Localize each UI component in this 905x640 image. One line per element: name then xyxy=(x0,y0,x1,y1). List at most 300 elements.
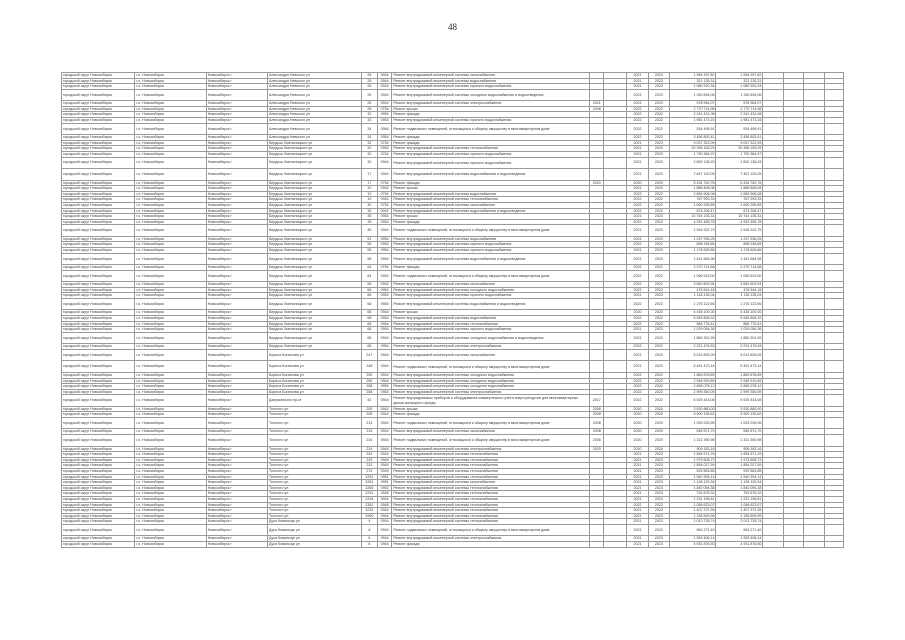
cell-code: 0954 xyxy=(378,236,392,242)
cell-settlement-type: г.о. Новосибирск xyxy=(135,463,206,469)
cell-cost: 2 013 735,74 xyxy=(669,519,716,525)
cell-settlement: Новосибирск г xyxy=(206,332,267,344)
cell-settlement: Новосибирск г xyxy=(206,135,267,141)
cell-year-to: 2023 xyxy=(649,214,669,220)
cell-house-number: 35 xyxy=(361,219,377,225)
cell-work-type: Ремонт внутридомовой инженерной системы газоснабжения xyxy=(392,480,590,486)
cell-year-to: 2023 xyxy=(649,73,669,79)
cell-code: 0944 xyxy=(378,435,392,447)
cell-work-type: Ремонт внутридомовой инженерной системы электроснабжения xyxy=(392,389,590,395)
page-number: 48 xyxy=(448,22,457,32)
cell-year-to: 2023 xyxy=(649,452,669,458)
cell-cost-total: 2 659 906,08 xyxy=(716,191,763,197)
cell-municipality: городской округ Новосибирск xyxy=(62,186,135,192)
cell-municipality: городской округ Новосибирск xyxy=(62,468,135,474)
cell-year-b xyxy=(604,157,626,169)
cell-municipality: городской округ Новосибирск xyxy=(62,541,135,547)
cell-settlement: Новосибирск г xyxy=(206,106,267,112)
cell-cost-total: 1 178 628,86 xyxy=(716,247,763,253)
cell-code: 0954 xyxy=(378,253,392,265)
table-row xyxy=(62,298,844,310)
cell-year-to: 2020 xyxy=(649,180,669,186)
cell-house-number: 2351 xyxy=(361,502,377,508)
cell-code: 0949 xyxy=(378,457,392,463)
cell-code: 0944 xyxy=(378,378,392,384)
cell-settlement-type: г.о. Новосибирск xyxy=(135,169,206,181)
cell-empty xyxy=(763,270,783,282)
cell-work-type: Ремонт фасада xyxy=(392,112,590,118)
cell-year-to: 2023 xyxy=(649,84,669,90)
cell-code: 0954 xyxy=(378,321,392,327)
cell-year-b xyxy=(604,524,626,536)
cell-municipality: городской округ Новосибирск xyxy=(62,485,135,491)
cell-settlement: Новосибирск г xyxy=(206,446,267,452)
cell-year-to: 2022 xyxy=(649,265,669,271)
cell-empty xyxy=(783,332,803,344)
cell-street: Александра Невского ул xyxy=(267,78,361,84)
cell-house-number: 68 xyxy=(361,332,377,344)
cell-house-number: 68 xyxy=(361,344,377,350)
cell-year-a: 2008 xyxy=(590,406,604,412)
cell-settlement-type: г.о. Новосибирск xyxy=(135,84,206,90)
cell-year-to: 2022 xyxy=(649,321,669,327)
cell-settlement: Новосибирск г xyxy=(206,321,267,327)
cell-year-from: 2022 xyxy=(626,106,648,112)
cell-empty xyxy=(763,169,783,181)
cell-street: Александра Невского ул xyxy=(267,73,361,79)
cell-house-number: 42 xyxy=(361,395,377,407)
cell-settlement: Новосибирск г xyxy=(206,485,267,491)
cell-year-from: 2020 xyxy=(626,412,648,418)
cell-settlement: Новосибирск г xyxy=(206,270,267,282)
cell-empty xyxy=(824,361,843,373)
cell-empty xyxy=(804,524,824,536)
cell-street: Бердыш Хмельницкого ул xyxy=(267,253,361,265)
cell-settlement: Новосибирск г xyxy=(206,491,267,497)
cell-year-to: 2022 xyxy=(649,219,669,225)
cell-empty xyxy=(804,349,824,361)
cell-code: 0944 xyxy=(378,508,392,514)
table-row xyxy=(62,349,844,361)
cell-year-b xyxy=(604,417,626,429)
cell-settlement: Новосибирск г xyxy=(206,502,267,508)
cell-cost-total: 2 013 735,74 xyxy=(716,519,763,525)
cell-street: Толстого ул xyxy=(267,452,361,458)
cell-year-to: 2022 xyxy=(649,378,669,384)
cell-cost-total: 1 128 125,34 xyxy=(716,480,763,486)
cell-cost: 1 981 473,15 xyxy=(669,118,716,124)
cell-code: 0942 xyxy=(378,197,392,203)
cell-municipality: городской округ Новосибирск xyxy=(62,435,135,447)
cell-year-to: 2022 xyxy=(649,106,669,112)
cell-code: 0944 xyxy=(378,84,392,90)
cell-code: 0944 xyxy=(378,78,392,84)
cell-house-number: 58 xyxy=(361,253,377,265)
cell-house-number: 216 xyxy=(361,435,377,447)
cell-year-from: 2022 xyxy=(626,378,648,384)
cell-cost-total: 4 931 876,50 xyxy=(716,541,763,547)
cell-settlement-type: г.о. Новосибирск xyxy=(135,508,206,514)
cell-settlement: Новосибирск г xyxy=(206,468,267,474)
cell-code: 0944 xyxy=(378,101,392,107)
cell-house-number: 213 xyxy=(361,417,377,429)
cell-settlement: Новосибирск г xyxy=(206,435,267,447)
cell-street: Александра Невского ул xyxy=(267,84,361,90)
cell-settlement-type: г.о. Новосибирск xyxy=(135,536,206,542)
cell-year-from: 2021 xyxy=(626,236,648,242)
cell-year-from: 2022 xyxy=(626,135,648,141)
table-row xyxy=(62,123,844,135)
cell-code: 0944 xyxy=(378,524,392,536)
cell-cost: 1 654 571,29 xyxy=(669,452,716,458)
cell-work-type: Ремонт внутридомовой инженерной системы горячего водоснабжения xyxy=(392,293,590,299)
cell-settlement-type: г.о. Новосибирск xyxy=(135,265,206,271)
cell-empty xyxy=(763,435,783,447)
cell-year-a: 2008 xyxy=(590,106,604,112)
cell-empty xyxy=(824,417,843,429)
cell-cost: 5 436 100,00 xyxy=(669,310,716,316)
table-row xyxy=(62,270,844,282)
cell-code: 0754 xyxy=(378,151,392,157)
cell-cost: 4 932 456,78 xyxy=(669,219,716,225)
cell-settlement-type: г.о. Новосибирск xyxy=(135,191,206,197)
cell-settlement-type: г.о. Новосибирск xyxy=(135,412,206,418)
cell-code: 0954 xyxy=(378,293,392,299)
cell-cost-total: 978 964,07 xyxy=(716,101,763,107)
cell-cost-total: 20 396 155,29 xyxy=(716,146,763,152)
cell-year-from: 2020 xyxy=(626,429,648,435)
cell-work-type: Ремонт подвальных помещений, относящихся к общему имуществу в многоквартирном доме xyxy=(392,225,590,237)
cell-street: Бориса Богаткова ул xyxy=(267,349,361,361)
cell-work-type: Ремонт внутридомовой инженерной системы теплоснабжения xyxy=(392,491,590,497)
cell-settlement-type: г.о. Новосибирск xyxy=(135,118,206,124)
cell-year-from: 2021 xyxy=(626,332,648,344)
cell-work-type: Ремонт подвальных помещений, относящихся к общему имуществу в многоквартирном доме xyxy=(392,435,590,447)
cell-cost-total: 5 945 808,32 xyxy=(716,316,763,322)
cell-cost: 1 953 406,14 xyxy=(669,536,716,542)
cell-year-from: 2022 xyxy=(626,208,648,214)
cell-street: Бердыш Хмельницкого ул xyxy=(267,316,361,322)
cell-house-number: 231 xyxy=(361,463,377,469)
cell-settlement-type: г.о. Новосибирск xyxy=(135,435,206,447)
cell-house-number: 17 xyxy=(361,169,377,181)
cell-year-from: 2021 xyxy=(626,485,648,491)
cell-code: 0954 xyxy=(378,146,392,152)
cell-empty xyxy=(783,524,803,536)
cell-year-from: 2022 xyxy=(626,372,648,378)
cell-year-b xyxy=(604,169,626,181)
cell-year-to: 2023 xyxy=(649,332,669,344)
cell-house-number: 26 xyxy=(361,73,377,79)
cell-settlement-type: г.о. Новосибирск xyxy=(135,151,206,157)
cell-year-to: 2023 xyxy=(649,186,669,192)
cell-house-number: 229 xyxy=(361,457,377,463)
cell-cost-total: 2 270 714,68 xyxy=(716,265,763,271)
cell-year-b xyxy=(604,395,626,407)
table-row xyxy=(62,361,844,373)
cell-empty xyxy=(783,361,803,373)
cell-cost: 5 525 443,08 xyxy=(669,395,716,407)
cell-house-number: 68 xyxy=(361,327,377,333)
cell-work-type: Ремонт внутридомовой инженерной системы горячего водоснабжения xyxy=(392,151,590,157)
cell-year-to: 2023 xyxy=(649,225,669,237)
cell-municipality: городской округ Новосибирск xyxy=(62,84,135,90)
cell-municipality: городской округ Новосибирск xyxy=(62,496,135,502)
cell-code: 0942 xyxy=(378,208,392,214)
cell-year-from: 2021 xyxy=(626,452,648,458)
cell-year-from: 2021 xyxy=(626,349,648,361)
cell-cost-total: 1 973 608,72 xyxy=(716,457,763,463)
cell-cost: 1 118 135,04 xyxy=(669,293,716,299)
cell-municipality: городской округ Новосибирск xyxy=(62,491,135,497)
cell-empty xyxy=(824,332,843,344)
cell-empty xyxy=(824,157,843,169)
cell-code: 0944 xyxy=(378,417,392,429)
cell-year-to: 2023 xyxy=(649,253,669,265)
cell-cost: 1 080 920,34 xyxy=(669,84,716,90)
cell-code: 0951 xyxy=(378,480,392,486)
cell-cost: 1 128 125,34 xyxy=(669,480,716,486)
cell-cost-total: 1 330 694,06 xyxy=(716,89,763,101)
cell-work-type: Ремонт внутридомовой инженерной системы водоснабжения xyxy=(392,316,590,322)
cell-street: Дзержинского пр-кт xyxy=(267,395,361,407)
cell-empty xyxy=(804,225,824,237)
cell-empty xyxy=(804,169,824,181)
cell-work-type: Ремонт фасада xyxy=(392,541,590,547)
table-row xyxy=(62,541,844,547)
cell-municipality: городской округ Новосибирск xyxy=(62,208,135,214)
cell-code: 0942 xyxy=(378,282,392,288)
cell-house-number: 66 xyxy=(361,293,377,299)
cell-year-a: 2008 xyxy=(590,435,604,447)
cell-code: 0944 xyxy=(378,513,392,519)
cell-year-from: 2021 xyxy=(626,101,648,107)
cell-year-from: 2021 xyxy=(626,253,648,265)
cell-cost-total: 2 241 431,08 xyxy=(716,112,763,118)
cell-cost: 534 495,91 xyxy=(669,123,716,135)
cell-settlement-type: г.о. Новосибирск xyxy=(135,282,206,288)
cell-cost: 4 931 876,50 xyxy=(669,541,716,547)
cell-cost: 2 770 714,98 xyxy=(669,106,716,112)
cell-cost-total: 1 441 564,98 xyxy=(716,253,763,265)
cell-street: Бердыш Хмельницкого ул xyxy=(267,197,361,203)
cell-settlement-type: г.о. Новосибирск xyxy=(135,332,206,344)
cell-empty xyxy=(763,253,783,265)
cell-year-to: 2022 xyxy=(649,208,669,214)
cell-work-type: Ремонт внутридомовой инженерной системы холодного водоснабжения xyxy=(392,384,590,390)
cell-settlement: Новосибирск г xyxy=(206,361,267,373)
cell-cost-total: 5 434 762,76 xyxy=(716,180,763,186)
cell-year-from: 2022 xyxy=(626,282,648,288)
cell-year-to: 2023 xyxy=(649,508,669,514)
cell-cost: 1 869 878,89 xyxy=(669,372,716,378)
cell-empty xyxy=(763,123,783,135)
cell-street: Александра Невского ул xyxy=(267,112,361,118)
cell-year-to: 2022 xyxy=(649,191,669,197)
cell-house-number: 215 xyxy=(361,429,377,435)
cell-municipality: городской округ Новосибирск xyxy=(62,349,135,361)
cell-year-b xyxy=(604,225,626,237)
cell-work-type: Ремонт внутридомовой инженерной системы холодного водоснабжения xyxy=(392,378,590,384)
cell-settlement-type: г.о. Новосибирск xyxy=(135,429,206,435)
cell-cost-total: 5 436 100,00 xyxy=(716,310,763,316)
cell-cost-total: 3 840 603,94 xyxy=(716,282,763,288)
cell-year-a xyxy=(590,361,604,373)
cell-year-to: 2023 xyxy=(649,89,669,101)
cell-empty xyxy=(824,89,843,101)
cell-municipality: городской округ Новосибирск xyxy=(62,310,135,316)
cell-year-a: 2020 xyxy=(590,180,604,186)
cell-municipality: городской округ Новосибирск xyxy=(62,146,135,152)
cell-cost-total: 5 900 135,62 xyxy=(716,412,763,418)
cell-house-number: 26 xyxy=(361,106,377,112)
cell-house-number: 224 xyxy=(361,452,377,458)
cell-code: 0954 xyxy=(378,298,392,310)
cell-municipality: городской округ Новосибирск xyxy=(62,298,135,310)
cell-work-type: Ремонт крыши xyxy=(392,406,590,412)
cell-year-to: 2023 xyxy=(649,349,669,361)
cell-cost: 1 330 694,06 xyxy=(669,89,716,101)
cell-code: 0944 xyxy=(378,541,392,547)
cell-empty xyxy=(824,123,843,135)
cell-house-number: 35 xyxy=(361,214,377,220)
cell-settlement: Новосибирск г xyxy=(206,429,267,435)
cell-street: Бердыш Хмельницкого ул xyxy=(267,327,361,333)
cell-settlement: Новосибирск г xyxy=(206,197,267,203)
cell-year-b xyxy=(604,332,626,344)
cell-empty xyxy=(763,349,783,361)
cell-work-type: Ремонт внутридомовой инженерной системы газоснабжения xyxy=(392,349,590,361)
cell-street: Бердыш Хмельницкого ул xyxy=(267,270,361,282)
cell-settlement: Новосибирск г xyxy=(206,508,267,514)
cell-street: Бориса Богаткова ул xyxy=(267,372,361,378)
cell-year-to: 2020 xyxy=(649,310,669,316)
cell-settlement: Новосибирск г xyxy=(206,253,267,265)
cell-settlement: Новосибирск г xyxy=(206,202,267,208)
cell-cost: 898 248,65 xyxy=(669,242,716,248)
cell-municipality: городской округ Новосибирск xyxy=(62,169,135,181)
cell-house-number: 68 xyxy=(361,321,377,327)
cell-year-from: 2021 xyxy=(626,513,648,519)
cell-empty xyxy=(783,169,803,181)
cell-street: Дуси Ковальчук ул xyxy=(267,524,361,536)
cell-house-number: 55 xyxy=(361,242,377,248)
cell-empty xyxy=(804,270,824,282)
cell-house-number: 2316 xyxy=(361,496,377,502)
cell-year-b xyxy=(604,253,626,265)
cell-empty xyxy=(804,123,824,135)
cell-work-type: Ремонт внутридомовой инженерной системы электроснабжения xyxy=(392,446,590,452)
cell-year-to: 2023 xyxy=(649,496,669,502)
cell-cost-total: 963 271,40 xyxy=(716,524,763,536)
cell-year-to: 2023 xyxy=(649,485,669,491)
cell-year-to: 2022 xyxy=(649,389,669,395)
cell-municipality: городской округ Новосибирск xyxy=(62,429,135,435)
cell-year-from: 2021 xyxy=(626,480,648,486)
cell-settlement-type: г.о. Новосибирск xyxy=(135,186,206,192)
cell-house-number: 32 xyxy=(361,151,377,157)
cell-settlement: Новосибирск г xyxy=(206,219,267,225)
cell-cost-total: 929 563,85 xyxy=(716,468,763,474)
cell-empty xyxy=(804,395,824,407)
cell-cost-total: 1 118 135,04 xyxy=(716,293,763,299)
cell-year-from: 2022 xyxy=(626,118,648,124)
cell-settlement: Новосибирск г xyxy=(206,157,267,169)
cell-year-to: 2020 xyxy=(649,406,669,412)
cell-cost-total: 3 530 880,00 xyxy=(716,406,763,412)
cell-municipality: городской округ Новосибирск xyxy=(62,253,135,265)
cell-settlement: Новосибирск г xyxy=(206,536,267,542)
cell-municipality: городской округ Новосибирск xyxy=(62,321,135,327)
cell-street: Толстого ул xyxy=(267,412,361,418)
cell-settlement: Новосибирск г xyxy=(206,513,267,519)
cell-year-to: 2022 xyxy=(649,502,669,508)
cell-house-number: 68 xyxy=(361,310,377,316)
cell-empty xyxy=(824,395,843,407)
cell-settlement-type: г.о. Новосибирск xyxy=(135,236,206,242)
cell-cost: 2 659 906,08 xyxy=(669,191,716,197)
cell-street: Бердыш Хмельницкого ул xyxy=(267,282,361,288)
cell-code: 0754 xyxy=(378,191,392,197)
cell-cost: 1 973 608,72 xyxy=(669,457,716,463)
cell-street: Бердыш Хмельницкого ул xyxy=(267,219,361,225)
cell-cost: 10 744 135,31 xyxy=(669,214,716,220)
cell-settlement: Новосибирск г xyxy=(206,293,267,299)
cell-street: Толстого ул xyxy=(267,463,361,469)
cell-house-number: 219 xyxy=(361,446,377,452)
cell-house-number: 30 xyxy=(361,208,377,214)
cell-house-number: 250 xyxy=(361,378,377,384)
cell-work-type: Ремонт внутридомовой инженерной системы теплоснабжения xyxy=(392,457,590,463)
cell-street: Толстого ул xyxy=(267,474,361,480)
cell-house-number: 2265 xyxy=(361,485,377,491)
cell-work-type: Ремонт фасада xyxy=(392,135,590,141)
cell-code: 0954 xyxy=(378,219,392,225)
cell-year-to: 2022 xyxy=(649,344,669,350)
cell-municipality: городской округ Новосибирск xyxy=(62,395,135,407)
cell-settlement: Новосибирск г xyxy=(206,349,267,361)
cell-year-from: 2022 xyxy=(626,321,648,327)
cell-settlement: Новосибирск г xyxy=(206,389,267,395)
cell-house-number: 26 xyxy=(361,84,377,90)
cell-work-type: Ремонт внутридомовой инженерной системы горячего водоснабжения xyxy=(392,242,590,248)
cell-empty xyxy=(763,541,783,547)
cell-cost-total: 767 993,33 xyxy=(716,197,763,203)
cell-cost: 3 840 603,94 xyxy=(669,282,716,288)
cell-year-from: 2022 xyxy=(626,112,648,118)
cell-settlement-type: г.о. Новосибирск xyxy=(135,270,206,282)
cell-settlement: Новосибирск г xyxy=(206,151,267,157)
cell-settlement-type: г.о. Новосибирск xyxy=(135,474,206,480)
cell-code: 0944 xyxy=(378,412,392,418)
cell-street: Александра Невского ул xyxy=(267,106,361,112)
cell-work-type: Ремонт фасада xyxy=(392,140,590,146)
cell-code: 0942 xyxy=(378,186,392,192)
cell-cost-total: 1 953 406,14 xyxy=(716,536,763,542)
cell-street: Бердыш Хмельницкого ул xyxy=(267,298,361,310)
cell-settlement: Новосибирск г xyxy=(206,496,267,502)
cell-year-a xyxy=(590,270,604,282)
cell-cost-total: 1 069 519,00 xyxy=(716,270,763,282)
cell-house-number: 45 xyxy=(361,225,377,237)
cell-work-type: Ремонт внутридомовой инженерной системы теплоснабжения xyxy=(392,197,590,203)
cell-house-number: 10 xyxy=(361,191,377,197)
cell-year-to: 2022 xyxy=(649,270,669,282)
cell-settlement-type: г.о. Новосибирск xyxy=(135,446,206,452)
cell-work-type: Ремонт внутридомовой инженерной системы холодного водоснабжения xyxy=(392,287,590,293)
cell-street: Толстого ул xyxy=(267,446,361,452)
cell-work-type: Ремонт внутридомовой инженерной системы горячего водоснабжения xyxy=(392,118,590,124)
